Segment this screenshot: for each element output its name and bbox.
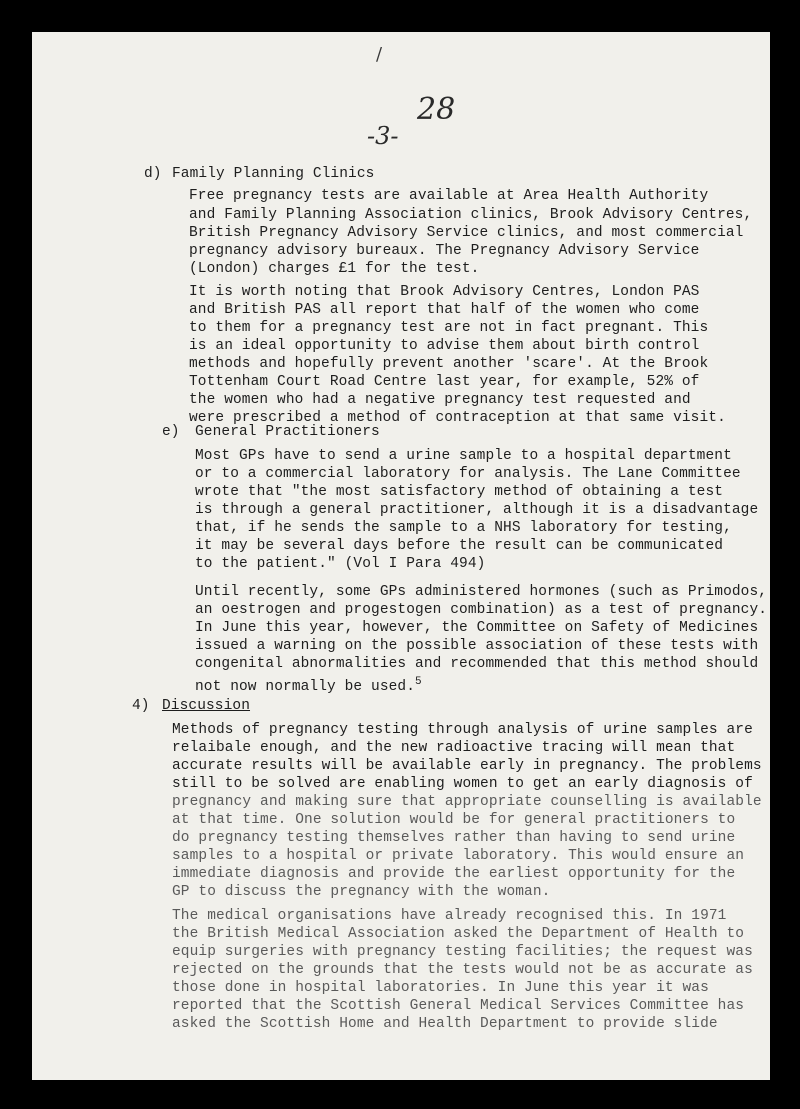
text-line: immediate diagnosis and provide the earliest opportunity for the: [172, 866, 736, 882]
text-line: and Family Planning Association clinics, Brook Advisory Centres,: [189, 207, 753, 223]
text-line: In June this year, however, the Committee on Safety of Medicines: [195, 620, 759, 636]
text-line: GP to discuss the pregnancy with the woman.: [172, 884, 551, 900]
text-line: relaibale enough, and the new radioactive tracing will mean that: [172, 740, 736, 756]
text-line: to them for a pregnancy test are not in fact pregnant. This: [189, 320, 709, 336]
text-line: those done in hospital laboratories. In June this year it was: [172, 980, 709, 996]
text-line: Most GPs have to send a urine sample to a hospital department: [195, 448, 732, 464]
text-line: congenital abnormalities and recommended that this method should: [195, 656, 759, 672]
text-line: at that time. One solution would be for general practitioners to: [172, 812, 736, 828]
text-line: samples to a hospital or private laboratory. This would ensure an: [172, 848, 745, 864]
text-line: Methods of pregnancy testing through analysis of urine samples are: [172, 722, 753, 738]
text-line: the British Medical Association asked the Department of Health to: [172, 926, 745, 942]
text-line: an oestrogen and progestogen combination) as a test of pregnancy.: [195, 602, 768, 618]
section-d-heading: Family Planning Clinics: [172, 166, 375, 182]
handwritten-page-number: 28: [417, 92, 456, 127]
text-line: pregnancy and making sure that appropriate counselling is available: [172, 794, 762, 810]
text-line: The medical organisations have already recognised this. In 1971: [172, 908, 727, 924]
text-line: rejected on the grounds that the tests would not be as accurate as: [172, 962, 753, 978]
section-e-label: e): [162, 424, 180, 440]
text-line: do pregnancy testing themselves rather than having to send urine: [172, 830, 736, 846]
text-line: to the patient." (Vol I Para 494): [195, 556, 486, 572]
text-line: asked the Scottish Home and Health Department to provide slide: [172, 1016, 718, 1032]
text-line: accurate results will be available early in pregnancy. The problems: [172, 758, 762, 774]
section-4-label: 4): [132, 698, 150, 714]
text-line: is through a general practitioner, although it is a disadvantage: [195, 502, 759, 518]
text-line: is an ideal opportunity to advise them about birth control: [189, 338, 700, 354]
text-line: were prescribed a method of contraception at that same visit.: [189, 410, 726, 426]
handwritten-page-dash: -3-: [367, 122, 399, 150]
text-line: (London) charges £1 for the test.: [189, 261, 480, 277]
text-line: wrote that "the most satisfactory method of obtaining a test: [195, 484, 724, 500]
text-line: It is worth noting that Brook Advisory Centres, London PAS: [189, 284, 700, 300]
text-line: that, if he sends the sample to a NHS laboratory for testing,: [195, 520, 732, 536]
text-line: pregnancy advisory bureaux. The Pregnancy Advisory Service: [189, 243, 700, 259]
text-line: or to a commercial laboratory for analysis. The Lane Committee: [195, 466, 741, 482]
pencil-mark: /: [376, 44, 383, 65]
section-d-label: d): [144, 166, 162, 182]
text-line: Free pregnancy tests are available at Area Health Authority: [189, 188, 709, 204]
text-line: still to be solved are enabling women to get an early diagnosis of: [172, 776, 753, 792]
text-line: reported that the Scottish General Medical Services Committee has: [172, 998, 745, 1014]
text-line: and British PAS all report that half of the women who come: [189, 302, 700, 318]
section-e-heading: General Practitioners: [195, 424, 380, 440]
text-line: Until recently, some GPs administered hormones (such as Primodos,: [195, 584, 768, 600]
text-line: [195, 674, 422, 695]
text-line: British Pregnancy Advisory Service clinics, and most commercial: [189, 225, 744, 241]
section-4-heading: Discussion: [162, 698, 251, 714]
text-line: methods and hopefully prevent another 'scare'. At the Brook: [189, 356, 709, 372]
text-line: Tottenham Court Road Centre last year, for example, 52% of: [189, 374, 700, 390]
text-line: equip surgeries with pregnancy testing facilities; the request was: [172, 944, 753, 960]
text-line: issued a warning on the possible association of these tests with: [195, 638, 759, 654]
text-line: it may be several days before the result can be communicated: [195, 538, 724, 554]
footnote-marker: 5: [415, 676, 422, 688]
text-line-content: not now normally be used.: [195, 678, 416, 695]
document-page: [32, 32, 770, 1080]
text-line: the women who had a negative pregnancy test requested and: [189, 392, 691, 408]
